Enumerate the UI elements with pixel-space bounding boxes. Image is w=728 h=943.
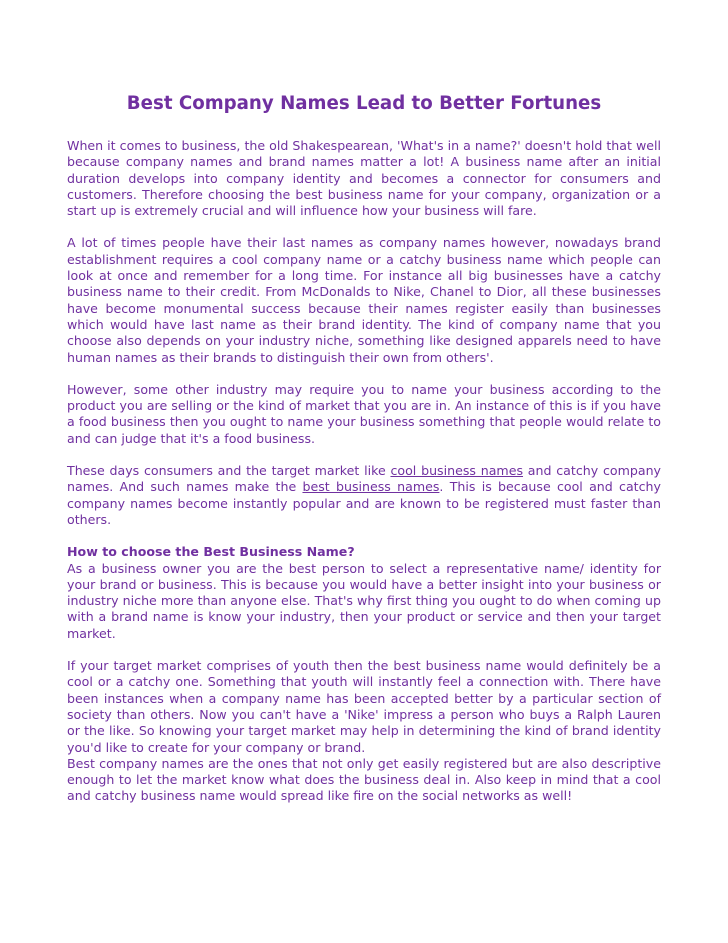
document-page [67,94,661,821]
paragraph-consumers-text-1: These days consumers and the target market like [67,463,391,479]
paragraph-consumers-text-2: and catchy company names. And such names make the [67,463,662,495]
paragraph-industry: However, some other industry may require you to name your business according to the product you are selling or the kind of market that you are in. An instance of this is if you have a food business then you ought to name your business something that people would relate to and can judge that it's a food business. [67,381,661,446]
paragraph-last-names: A lot of times people have their last names as company names however, nowadays brand establishment requires a cool company name or a catchy business name which people can look at once and remember for a long time. For instance all big businesses have a catchy business name to their credit. From McDonalds to Nike, Chanel to Dior, all these businesses have become monumental success because their names register easily than businesses which would have last name as their brand identity. The kind of company name that you choose also depends on your industry niche, something like designed apparels need to have human names as their brands to distinguish their own from others'. [67,235,661,365]
paragraph-intro: When it comes to business, the old Shakespearean, 'What's in a name?' doesn't hold that well because company names and brand names matter a lot! A business name after an initial duration develops into company identity and becomes a connector for consumers and customers. Therefore choosing the best business name for your company, organization or a start up is extremely crucial and will influence how your business will fare. [67,138,661,219]
cool-business-names-link[interactable]: cool business names [390,463,524,479]
page-title: Best Company Names Lead to Better Fortunes [126,93,602,114]
section-how-to-choose [67,544,661,642]
subheading-how-to-choose: How to choose the Best Business Name? [67,544,355,560]
paragraph-consumers [67,463,661,528]
paragraph-consumers-text-3: . This is because cool and catchy company names become instantly popular and are known to be registered must faster than others. [67,479,661,527]
paragraph-target-market: If your target market comprises of youth then the best business name would definitely be a cool or a catchy one. Something that youth will instantly feel a connection with. There have been instances when a company name has been accepted better by a particular section of society than others. Now you can't have a 'Nike' impress a person who buys a Ralph Lauren or the like. So knowing your target market may help in determining the kind of brand identity you'd like to create for your company or brand. [67,658,661,755]
paragraph-business-owner: As a business owner you are the best person to select a representative name/ identity for your brand or business. This is because you would have a better insight into your business or industry niche more than anyone else. That's why first thing you ought to do when coming up with a brand name is know your industry, then your product or service and then your target market. [67,560,661,641]
paragraph-best-company-names: Best company names are the ones that not only get easily registered but are also descriptive enough to let the market know what does the business deal in. Also keep in mind that a cool and catchy business name would spread like fire on the social networks as well! [67,755,661,804]
best-business-names-link[interactable]: best business names [302,479,440,495]
